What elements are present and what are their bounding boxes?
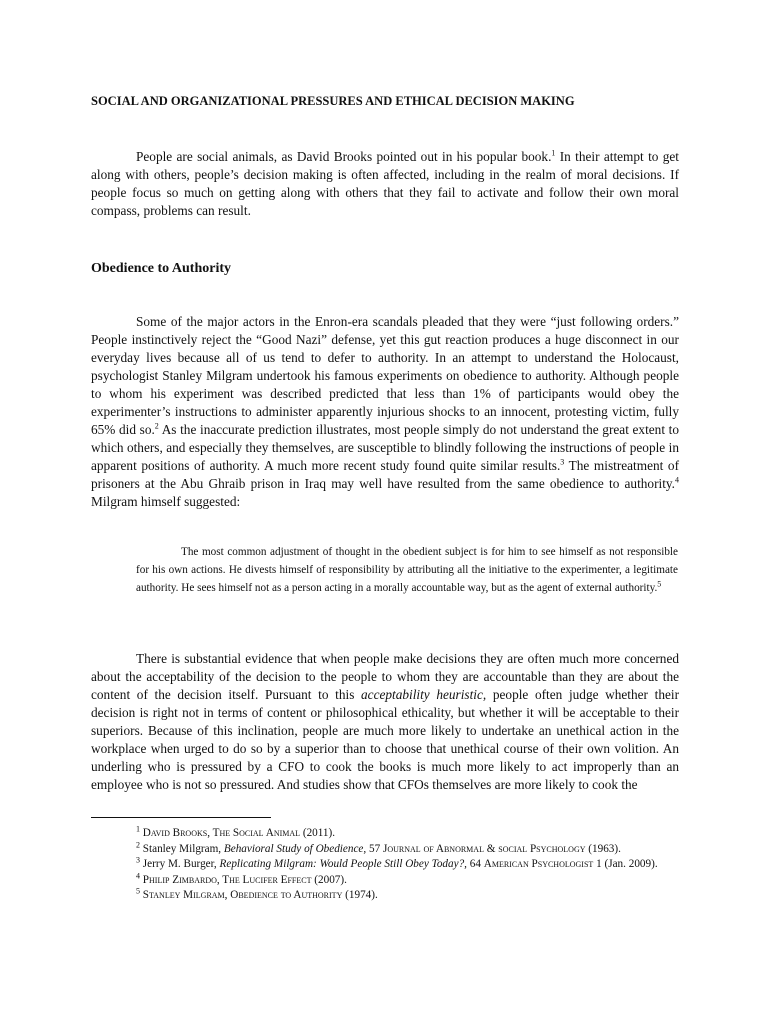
- acceptability-paragraph: There is substantial evidence that when people make decisions they are often much more concerned about the acceptability of the decision to the people to whom they are accountable than they are about the content of the decision itself. Pursuant to this acceptability heuristic, people often judge whether their decision is right not in terms of content or philosophical ethicality, but whether it will be acceptable to their superiors. Because of this inclination, people are much more likely to undertake an unethical action in the workplace when urged to do so by a superior than to choose that unethical course of their own volition. An underling who is pressured by a CFO to cook the books is much more likely to act improperly than an employee who is not so pressured. And studies show that CFOs themselves are more likely to cook the: [91, 651, 679, 792]
- page-title: SOCIAL AND ORGANIZATIONAL PRESSURES AND ETHICAL DECISION MAKING: [91, 94, 575, 108]
- footnotes: [91, 826, 679, 904]
- footnote-5: $^5$ Stanley Milgram, Obedience to Authority (1974).: [136, 886, 378, 901]
- footnote-ref-2: 2: [154, 421, 159, 431]
- footnote-ref-3: 3: [560, 457, 565, 467]
- intro-paragraph: People are social animals, as David Brooks pointed out in his popular book.$^1$ In their attempt to get along with others, people’s decision making is often affected, including in the realm of moral decisions. If people focus so much on getting along with others that they fail to activate and follow their own moral compass, problems can result.: [91, 148, 679, 218]
- document-page: [91, 0, 679, 1024]
- block-quote: The most common adjustment of thought in the obedient subject is for him to see himself as not responsible for his own actions. He divests himself of responsibility by attributing all the initiative to the experimenter, a legitimate authority. He sees himself not as a person acting in a morally accountable way, but as the agent of external authority.$^5$: [136, 546, 678, 594]
- footnote-ref-1: 1: [551, 148, 556, 158]
- footnote-ref-5: 5: [657, 579, 662, 589]
- section-heading: Obedience to Authority: [91, 261, 231, 276]
- footnote-4: $^4$ Philip Zimbardo, The Lucifer Effect (2007).: [136, 870, 347, 886]
- footnote-separator: [91, 817, 271, 818]
- footnote-1: $^1$ David Brooks, The Social Animal (2011).: [136, 824, 336, 839]
- footnote-2: $^2$ Stanley Milgram, Behavioral Study of Obedience, 57 Journal of Abnormal & social Psychology (1963).: [136, 839, 621, 855]
- footnote-ref-4: 4: [675, 475, 679, 485]
- obedience-paragraph: Some of the major actors in the Enron-era scandals pleaded that they were “just following orders.” People instinctively reject the “Good Nazi” defense, yet this gut reaction produces a huge disconnect in our everyday lives because all of us tend to defer to authority. In an attempt to understand the Holocaust, psychologist Stanley Milgram undertook his famous experiments on obedience to authority. Although people to whom his experiment was described predicted that less than 1% of participants would obey the experimenter’s instructions to administer apparently injurious shocks to an innocent, protesting victim, fully 65% did so.$^2$ As the inaccurate prediction illustrates, most people simply do not understand the great extent to which others, and especially they themselves, are susceptible to blindly following the instructions of people in apparent positions of authority. A much more recent study found quite similar results.$^3$ The mistreatment of prisoners at the Abu Ghraib prison in Iraq may well have resulted from the same obedience to authority.$^4$ Milgram himself suggested:: [91, 314, 679, 509]
- footnote-3: $^3$ Jerry M. Burger, Replicating Milgram: Would People Still Obey Today?, 64 American Psychologist 1 (Jan. 2009).: [136, 855, 658, 870]
